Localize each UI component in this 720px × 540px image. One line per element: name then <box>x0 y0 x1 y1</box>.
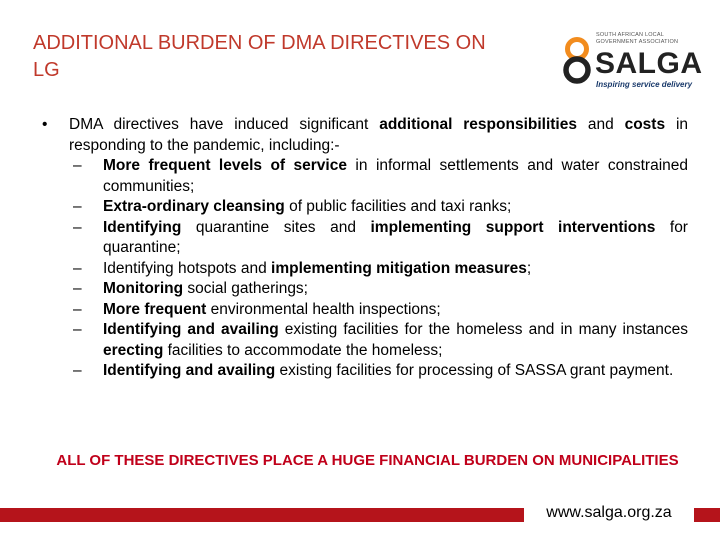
logo-small-text: SOUTH AFRICAN LOCAL GOVERNMENT ASSOCIATION <box>596 32 679 45</box>
slide-body <box>42 115 688 382</box>
text-run: for quarantine; <box>103 218 688 256</box>
bold-text-run: More frequent <box>103 300 207 318</box>
bold-text-run: Identifying and availing <box>103 362 276 379</box>
logo-brand-text: SALGA <box>595 47 703 80</box>
text-run: DMA directives have induced significant <box>69 116 380 133</box>
slide-title: ADDITIONAL BURDEN OF DMA DIRECTIVES ON LG <box>33 32 486 81</box>
dash-icon: – <box>73 218 82 236</box>
bold-text-run: More frequent levels of service <box>103 157 347 174</box>
text-run: Identifying hotspots and <box>103 259 272 277</box>
footer-bar-left <box>0 508 524 522</box>
text-run: quarantine sites and <box>181 218 371 236</box>
logo-tagline: Inspiring service delivery <box>596 80 693 89</box>
text-run: and <box>576 116 625 133</box>
directive-item <box>73 300 688 321</box>
directive-item <box>73 320 688 361</box>
directive-item <box>73 361 688 382</box>
salga-8-logo-icon <box>562 36 592 84</box>
bold-text-run: erecting <box>103 341 164 359</box>
footer-url[interactable]: www.salga.org.za <box>546 504 672 521</box>
text-run: environmental health inspections; <box>206 300 441 318</box>
bold-text-run: Identifying <box>103 218 182 236</box>
bold-text-run: additional responsibilities <box>379 116 577 133</box>
callout-text: ALL OF THESE DIRECTIVES PLACE A HUGE FINANCIAL BURDEN ON MUNICIPALITIES <box>56 452 679 469</box>
text-run: facilities to accommodate the homeless; <box>163 341 443 359</box>
dash-icon: – <box>73 259 82 277</box>
dash-icon: – <box>73 300 82 318</box>
bold-text-run: Extra-ordinary cleansing <box>103 198 285 215</box>
footer-bar-right <box>694 508 720 522</box>
dash-icon: – <box>73 157 82 174</box>
bold-text-run: Identifying and availing <box>103 321 279 338</box>
text-run: in informal settlements and water constrained communities; <box>103 157 689 195</box>
bold-text-run: Monitoring <box>103 280 184 297</box>
directive-item <box>73 259 688 280</box>
text-run: of public facilities and taxi ranks; <box>284 198 512 215</box>
dash-icon: – <box>73 321 82 338</box>
text-run: existing facilities for processing of SASSA grant payment. <box>275 362 674 379</box>
dash-icon: – <box>73 280 82 297</box>
directive-item <box>73 156 689 197</box>
intro-paragraph <box>42 115 688 156</box>
directive-item <box>73 197 688 218</box>
directive-item <box>73 218 688 259</box>
directive-item <box>73 279 688 300</box>
text-run: in responding to the pandemic, including:- <box>69 116 689 154</box>
dash-icon: – <box>73 362 82 379</box>
bullet-icon: • <box>42 116 48 133</box>
bold-text-run: costs <box>624 116 666 133</box>
text-run: ; <box>526 259 532 277</box>
directive-list <box>42 156 688 382</box>
bold-text-run: implementing support interventions <box>370 218 656 236</box>
text-run: existing facilities for the homeless and in many instances <box>278 321 688 338</box>
dash-icon: – <box>73 198 82 215</box>
intro-text <box>69 116 688 154</box>
text-run: social gatherings; <box>183 280 308 297</box>
bold-text-run: implementing mitigation measures <box>271 259 527 277</box>
salga-logo <box>562 30 703 94</box>
